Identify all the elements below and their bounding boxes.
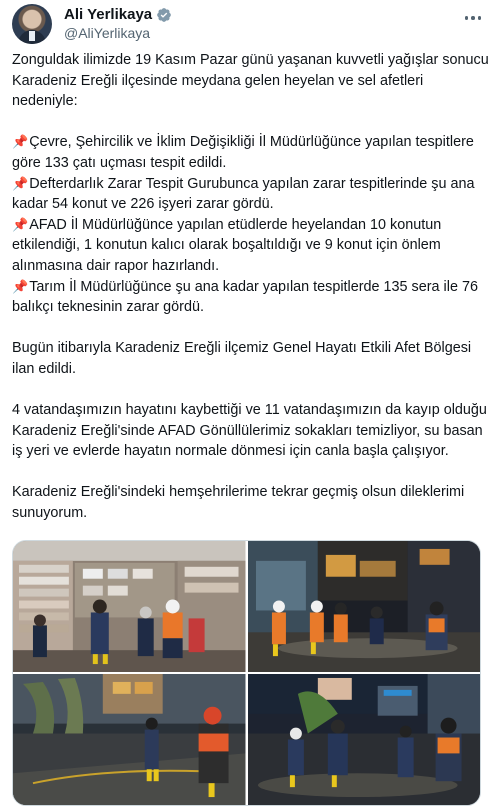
pushpin-icon: 📌 xyxy=(12,278,29,294)
author-handle[interactable]: @AliYerlikaya xyxy=(64,25,151,41)
tweet-intro: Zonguldak ilimizde 19 Kasım Pazar günü yaşanan kuvvetli yağışlar sonucu Karadeniz Ereğli ilçesinde meydana gelen heyelan ve sel afetleri nedeniyle: xyxy=(12,52,489,110)
photo-hosing-road[interactable] xyxy=(13,674,246,805)
media-grid xyxy=(12,540,481,806)
pushpin-icon: 📌 xyxy=(12,175,29,191)
tweet-paragraph: Bugün itibarıyla Karadeniz Ereğli ilçemiz Genel Hayatı Etkili Afet Bölgesi ilan edildi. xyxy=(12,340,472,377)
photo-shoe-store[interactable] xyxy=(13,541,246,672)
tweet-item: 📌AFAD İl Müdürlüğünce yapılan etüdlerde heyelandan 10 konutun etkilendiği, 1 konutun kalıcı olarak boşaltıldığı ve 9 konut için önlem alınmasına dair rapor hazırlandı. xyxy=(12,216,442,274)
tweet-paragraph: 4 vatandaşımızın hayatını kaybettiği ve 11 vatandaşımızın da kayıp olduğu Karadeniz Ereğli'sinde AFAD Gönüllülerimiz sokakları temizliyor, su basan iş yeri ve evlerde hayatın normale dönmesi için canla başla çalışıyor. xyxy=(12,402,487,460)
tweet-item: 📌Çevre, Şehircilik ve İklim Değişikliği İl Müdürlüğünce yapılan tespitlere göre 133 çatı uçması tespit edildi. xyxy=(12,134,474,171)
author-name-row xyxy=(64,6,172,23)
photo-flooded-street[interactable] xyxy=(248,541,481,672)
tweet-paragraph: Karadeniz Ereğli'sindeki hemşehrilerime tekrar geçmiş olsun dileklerimi sunuyorum. xyxy=(12,484,465,522)
photo-cleaning-sidewalk[interactable] xyxy=(248,674,481,805)
avatar[interactable] xyxy=(12,4,52,44)
pushpin-icon: 📌 xyxy=(12,134,29,150)
verified-badge-icon xyxy=(156,7,172,23)
tweet-item: 📌Tarım İl Müdürlüğünce şu ana kadar yapılan tespitlerde 135 sera ile 76 balıkçı teknesinin zarar gördü. xyxy=(12,278,478,316)
pushpin-icon: 📌 xyxy=(12,216,29,232)
more-options-icon[interactable] xyxy=(463,10,483,26)
tweet-item: 📌Defterdarlık Zarar Tespit Gurubunca yapılan zarar tespitlerinde şu ana kadar 54 konut ve 226 işyeri zarar gördü. xyxy=(12,175,475,213)
tweet-text xyxy=(12,50,492,565)
author-name[interactable]: Ali Yerlikaya xyxy=(64,6,153,23)
tweet-header xyxy=(12,4,491,44)
